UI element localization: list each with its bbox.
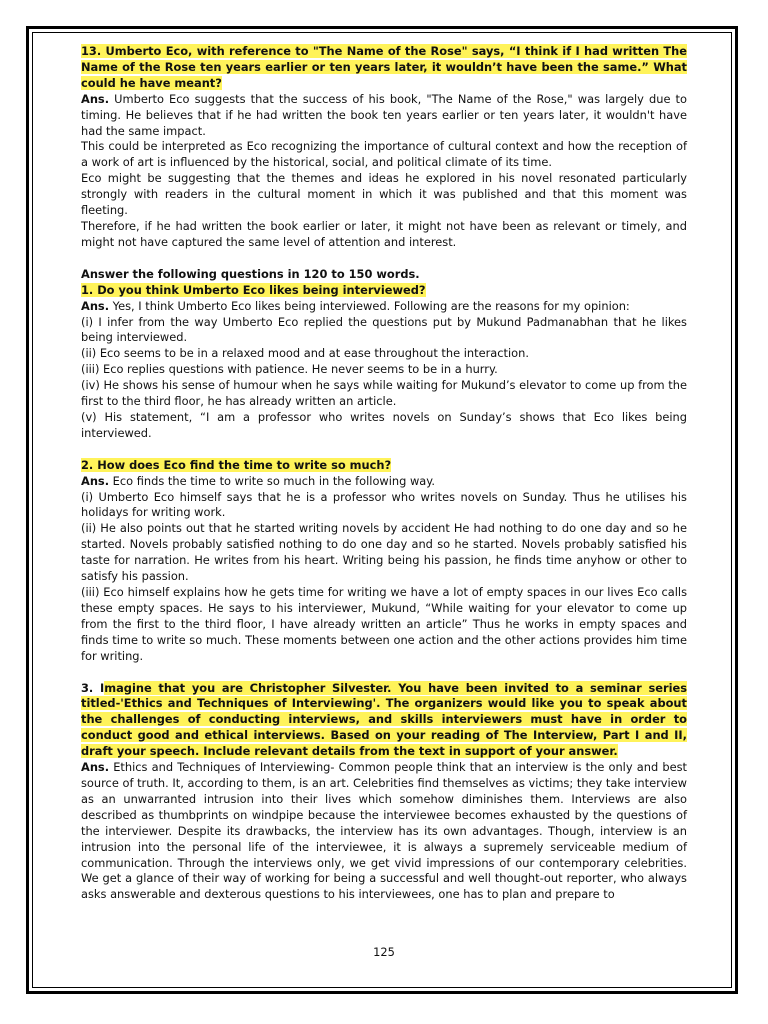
answer-2-point: (ii) He also points out that he started writing novels by accident He had nothing to do one day and so he started. Novels probably satisfied nothing to do one day and so he started. Novels probably satisfied his taste for narration. He writes from his heart. Writing being his passion, he finds time anyhow or other to satisfy his passion. (81, 521, 687, 584)
question-3-text: magine that you are Christopher Silvester. You have been invited to a seminar series titled-'Ethics and Techniques of Interviewing'. The organizers would like you to speak about the challenges of conducting interviews, and skills interviewers must have in order to conduct good and ethical interviews. Based on your reading of The Interview, Part I and II, draft your speech. Include relevant details from the text in support of your answer. (81, 680, 687, 759)
ans-label: Ans. (81, 760, 110, 775)
answer-13-para-4: Therefore, if he had written the book earlier or later, it might not have been as relevant or timely, and might not have captured the same level of attention and interest. (81, 218, 687, 249)
answer-text: Ethics and Techniques of Interviewing- Common people think that an interview is the only and best source of truth. It, according to them, is an art. Celebrities find themselves as victims; they take interview as an unwarranted intrusion into their lives which somehow diminishes them. Interviews are also described as thumbprints on windpipe because the interviewee becomes exhausted by the questions of the interviewer. Despite its drawbacks, the interview has its own advantages. Though, interview is an intrusion into the personal life of the interviewee, it is always a supremely serviceable medium of communication. Through the interviews only, we get vivid impressions of our contemporary celebrities. We get a glance of their way of working for being a successful and well thought-out reporter, who always asks answerable and dexterous questions to his interviewees, one has to plan and prepare to (81, 760, 687, 902)
question-13 (81, 44, 687, 92)
answer-1-point: (iv) He shows his sense of humour when he says while waiting for Mukund’s elevator to come up from the first to the third floor, he has already written an article. (81, 378, 687, 409)
answer-2-intro (81, 474, 687, 490)
answer-text: Umberto Eco suggests that the success of his book, "The Name of the Rose," was largely due to timing. He believes that if he had written the book ten years earlier or ten years later, it wouldn't have had the same impact. (81, 91, 687, 138)
page-number: 125 (373, 945, 395, 959)
answer-text: Yes, I think Umberto Eco likes being interviewed. Following are the reasons for my opinion: (109, 298, 630, 313)
answer-2-point: (i) Umberto Eco himself says that he is a professor who writes novels on Sunday. Thus he utilises his holidays for writing work. (81, 489, 687, 520)
answer-13-para-1 (81, 92, 687, 140)
question-1-text: 1. Do you think Umberto Eco likes being interviewed? (81, 282, 426, 297)
question-1 (81, 283, 687, 299)
answer-1-intro (81, 299, 687, 315)
question-13-text: 13. Umberto Eco, with reference to "The Name of the Rose" says, “I think if I had written The Name of the Rose ten years earlier or ten years later, it wouldn’t have been the same.” What could he have meant? (81, 44, 687, 90)
question-2-text: 2. How does Eco find the time to write so much? (81, 457, 392, 472)
question-2 (81, 458, 687, 474)
answer-3 (81, 760, 687, 903)
answer-1-point: (iii) Eco replies questions with patience. He never seems to be in a hurry. (81, 362, 498, 377)
ans-label: Ans. (81, 91, 110, 106)
question-3 (81, 681, 687, 761)
answer-2-point: (iii) Eco himself explains how he gets time for writing we have a lot of empty spaces in our lives Eco calls these empty spaces. He says to his interviewer, Mukund, “While waiting for your elevator to come up from the first to the third floor, I have already written an article” Thus he works in empty spaces and finds time to write so much. These moments between one action and the other actions provides him time for writing. (81, 585, 687, 663)
answer-1-point: (ii) Eco seems to be in a relaxed mood and at ease throughout the interaction. (81, 346, 529, 361)
ans-label: Ans. (81, 298, 110, 313)
answer-13-para-3: Eco might be suggesting that the themes and ideas he explored in his novel resonated particularly strongly with readers in the cultural moment in which it was published and that this moment was fleeting. (81, 171, 687, 218)
answer-1-point: (i) I infer from the way Umberto Eco replied the questions put by Mukund Padmanabhan that he likes being interviewed. (81, 314, 687, 345)
answer-text: Eco finds the time to write so much in the following way. (109, 473, 436, 488)
page-content (81, 44, 687, 903)
section-heading: Answer the following questions in 120 to 150 words. (81, 266, 420, 281)
question-3-prefix: 3. I (81, 680, 105, 695)
answer-1-point: (v) His statement, “I am a professor who writes novels on Sunday’s shows that Eco likes being interviewed. (81, 409, 687, 440)
ans-label: Ans. (81, 473, 110, 488)
answer-13-para-2: This could be interpreted as Eco recognizing the importance of cultural context and how the reception of a work of art is influenced by the historical, social, and political climate of its time. (81, 139, 687, 170)
